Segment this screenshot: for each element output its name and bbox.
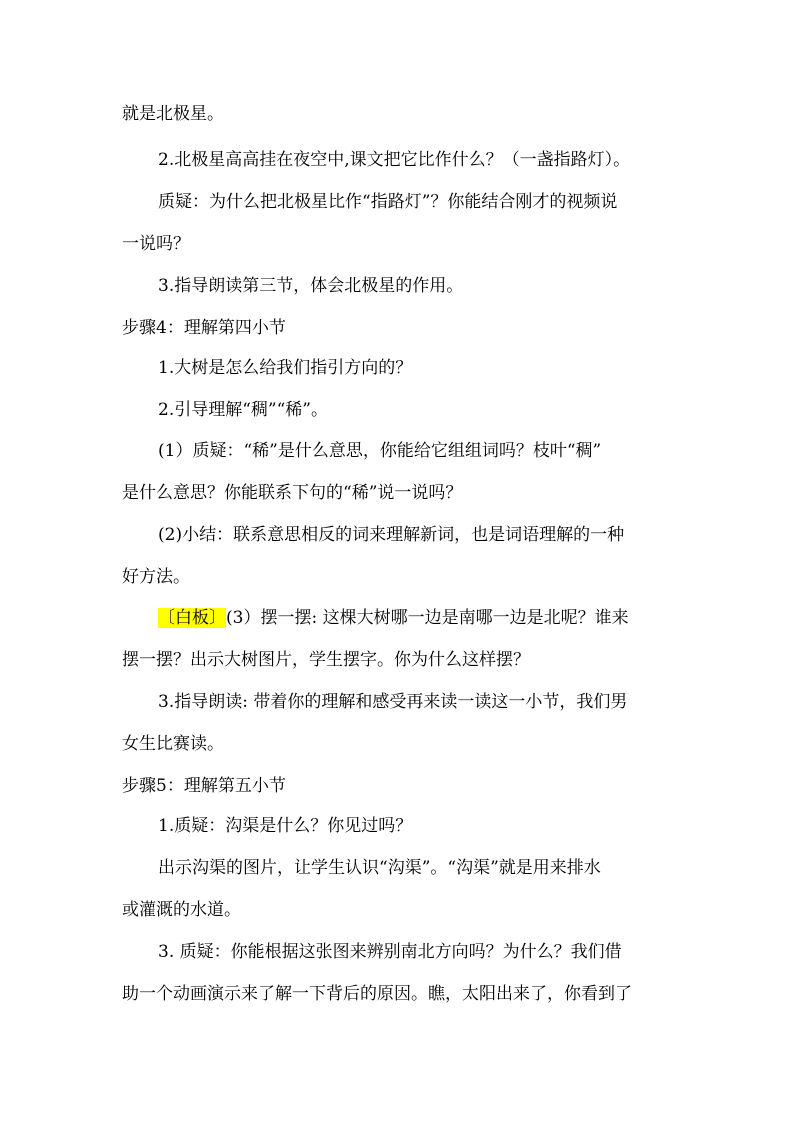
text-line: 3.指导朗读: 带着你的理解和感受再来读一读这一小节，我们男 xyxy=(158,692,628,712)
text-line: 好方法。 xyxy=(122,567,190,587)
whiteboard-tag: 〔白板〕 xyxy=(158,608,226,628)
text-line: 就是北极星。 xyxy=(122,104,224,124)
text-line: 1.大树是怎么给我们指引方向的？ xyxy=(158,358,413,378)
text-line: 一说吗？ xyxy=(122,234,190,254)
text-line: 是什么意思？你能联系下句的“稀”说一说吗？ xyxy=(122,483,463,503)
text-line: 3. 质疑：你能根据这张图来辨别南北方向吗？为什么？我们借 xyxy=(158,942,622,962)
text-line: 质疑：为什么把北极星比作“指路灯”？你能结合刚才的视频说 xyxy=(158,192,618,212)
text-line: (2)小结：联系意思相反的词来理解新词，也是词语理解的一种 xyxy=(158,525,625,545)
text-span: (3）摆一摆: 这棵大树哪一边是南哪一边是北呢？谁来 xyxy=(226,608,629,628)
text-line: 2.北极星高高挂在夜空中,课文把它比作什么？（一盏指路灯）。 xyxy=(158,150,631,170)
text-line: 出示沟渠的图片，让学生认识“沟渠”。“沟渠”就是用来排水 xyxy=(158,858,601,878)
text-line: 3.指导朗读第三节，体会北极星的作用。 xyxy=(158,276,464,296)
section-heading: 步骤4：理解第四小节 xyxy=(122,318,286,338)
text-line: 1.质疑：沟渠是什么？你见过吗？ xyxy=(158,816,413,836)
section-heading: 步骤5：理解第五小节 xyxy=(122,776,286,796)
text-line: 助一个动画演示来了解一下背后的原因。瞧，太阳出来了，你看到了 xyxy=(122,984,632,1004)
text-line: 2.引导理解“稠”“稀”。 xyxy=(158,400,328,420)
text-line: 或灌溉的水道。 xyxy=(122,900,241,920)
text-line: 摆一摆？出示大树图片，学生摆字。你为什么这样摆？ xyxy=(122,650,530,670)
text-line: 女生比赛读。 xyxy=(122,734,224,754)
text-line: (1）质疑：“稀”是什么意思，你能给它组组词吗？枝叶“稠” xyxy=(158,441,602,461)
text-line xyxy=(158,608,629,628)
